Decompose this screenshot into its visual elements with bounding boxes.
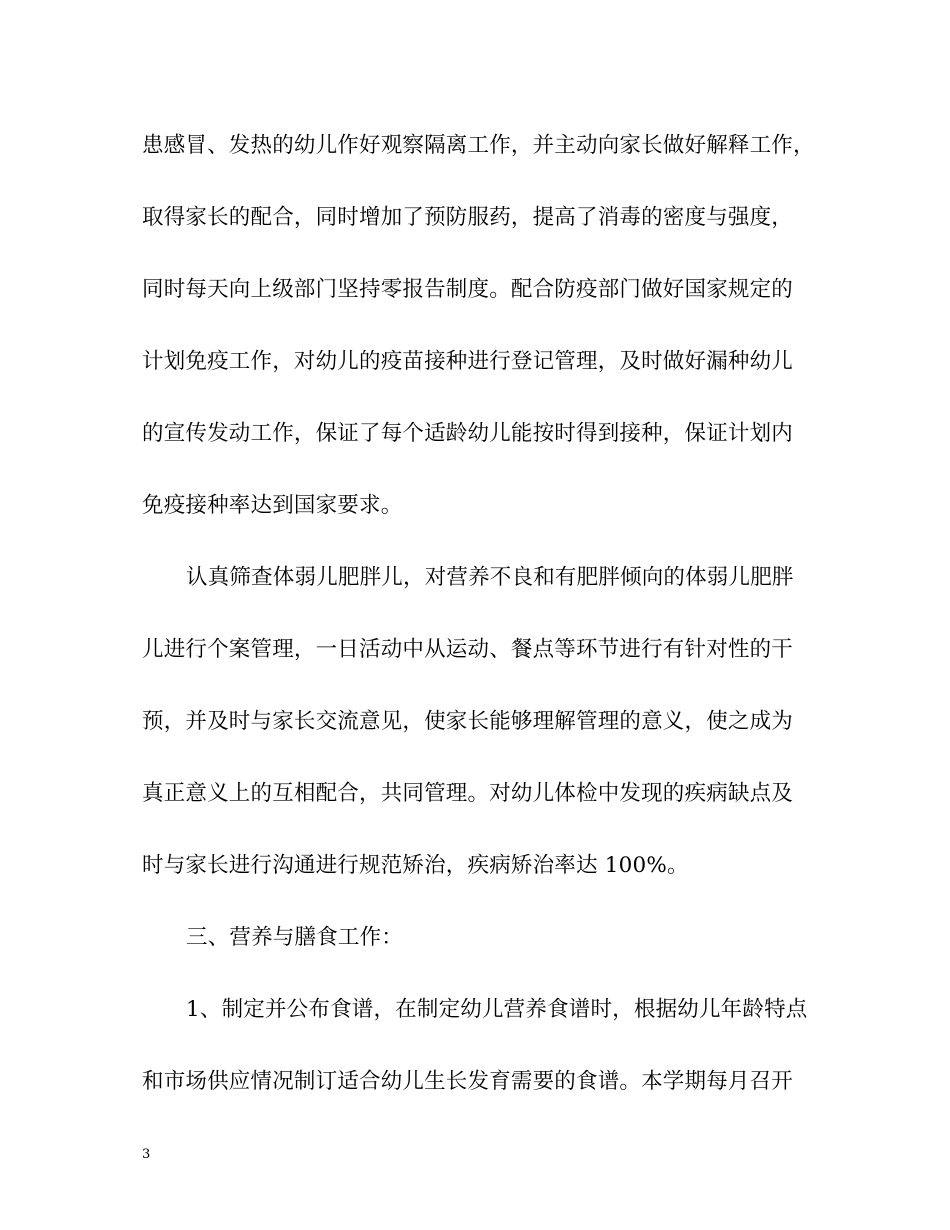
text-line: 患感冒、发热的幼儿作好观察隔离工作，并主动向家长做好解释工作， <box>142 133 815 158</box>
paragraph-first-line: 1、制定并公布食谱，在制定幼儿营养食谱时，根据幼儿年龄特点 <box>186 997 808 1022</box>
text-line: 和市场供应情况制订适合幼儿生长发育需要的食谱。本学期每月召开 <box>142 1069 794 1094</box>
text-line: 儿进行个案管理，一日活动中从运动、餐点等环节进行有针对性的干 <box>142 637 794 662</box>
section-heading: 三、营养与膳食工作： <box>186 925 404 950</box>
text-line: 真正意义上的互相配合，共同管理。对幼儿体检中发现的疾病缺点及 <box>142 781 794 806</box>
text-line: 计划免疫工作，对幼儿的疫苗接种进行登记管理，及时做好漏种幼儿 <box>142 349 794 374</box>
paragraph-first-line: 认真筛查体弱儿肥胖儿，对营养不良和有肥胖倾向的体弱儿肥胖 <box>186 565 794 590</box>
text-line: 的宣传发动工作，保证了每个适龄幼儿能按时得到接种，保证计划内 <box>142 421 794 446</box>
text-line: 免疫接种率达到国家要求。 <box>142 493 403 518</box>
text-line: 预，并及时与家长交流意见，使家长能够理解管理的意义，使之成为 <box>142 709 794 734</box>
page-number: 3 <box>142 1147 151 1162</box>
text-line: 时与家长进行沟通进行规范矫治，疾病矫治率达 100%。 <box>142 853 689 878</box>
text-line: 取得家长的配合，同时增加了预防服药，提高了消毒的密度与强度， <box>142 205 794 230</box>
text-line: 同时每天向上级部门坚持零报告制度。配合防疫部门做好国家规定的 <box>142 277 794 302</box>
